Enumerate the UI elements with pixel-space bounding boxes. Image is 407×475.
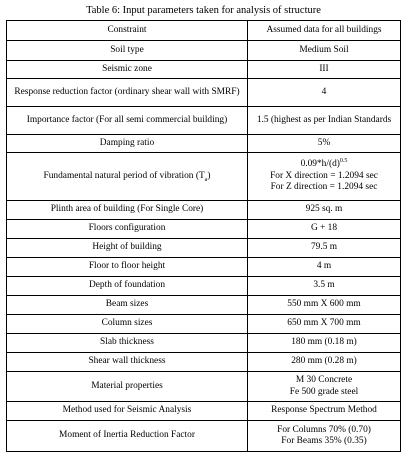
row-label: Column sizes — [7, 315, 248, 334]
row-value: 280 mm (0.28 m) — [248, 353, 401, 372]
row-label: Seismic zone — [7, 61, 248, 79]
inertia-columns: For Columns 70% (0.70) — [277, 424, 371, 435]
row-label — [7, 153, 248, 201]
table-row — [7, 220, 401, 239]
formula-exponent: 0.5 — [339, 158, 348, 165]
row-label: Height of building — [7, 239, 248, 258]
table-header-row — [7, 21, 401, 41]
row-value — [248, 421, 401, 452]
period-label: Fundamental natural period of vibration (T — [43, 170, 205, 181]
period-z-direction: For Z direction = 1.2094 sec — [270, 182, 378, 193]
row-label: Method used for Seismic Analysis — [7, 402, 248, 421]
period-formula — [251, 159, 397, 171]
row-label: Floor to floor height — [7, 258, 248, 277]
table-row — [7, 239, 401, 258]
row-value: 1.5 (highest as per Indian Standards — [248, 107, 401, 135]
table-row — [7, 107, 401, 135]
table-caption: Table 6: Input parameters taken for analysis of structure — [86, 5, 321, 16]
row-label: Importance factor (For all semi commercial building) — [7, 107, 248, 135]
table-row — [7, 258, 401, 277]
table-row — [7, 41, 401, 61]
table-row — [7, 153, 401, 201]
table-row — [7, 372, 401, 402]
row-label: Response reduction factor (ordinary shear wall with SMRF) — [7, 79, 248, 107]
table-row — [7, 421, 401, 452]
period-x-direction: For X direction = 1.2094 sec — [270, 170, 378, 181]
row-value: 180 mm (0.18 m) — [248, 334, 401, 353]
material-steel: Fe 500 grade steel — [289, 386, 359, 397]
header-assumed-data: Assumed data for all buildings — [248, 21, 401, 41]
row-value: 5% — [248, 135, 401, 153]
row-label: Slab thickness — [7, 334, 248, 353]
row-value: G + 18 — [248, 220, 401, 239]
table-row — [7, 135, 401, 153]
table-row — [7, 61, 401, 79]
table-row — [7, 402, 401, 421]
table-row — [7, 334, 401, 353]
inertia-beams: For Beams 35% (0.35) — [281, 436, 367, 446]
period-label-close: ) — [207, 170, 211, 181]
header-constraint: Constraint — [7, 21, 248, 41]
table-row — [7, 79, 401, 107]
row-label: Beam sizes — [7, 296, 248, 315]
table-row — [7, 277, 401, 296]
row-value: Response Spectrum Method — [248, 402, 401, 421]
row-value — [248, 153, 401, 201]
row-label: Material properties — [7, 372, 248, 402]
row-label: Soil type — [7, 41, 248, 61]
row-value: 650 mm X 700 mm — [248, 315, 401, 334]
row-label: Moment of Inertia Reduction Factor — [7, 421, 248, 452]
period-subscript: a — [204, 176, 208, 183]
row-value: 550 mm X 600 mm — [248, 296, 401, 315]
row-value: 3.5 m — [248, 277, 401, 296]
row-label: Plinth area of building (For Single Core) — [7, 201, 248, 220]
row-value: 4 — [248, 79, 401, 107]
input-parameters-table — [6, 20, 401, 452]
row-value — [248, 372, 401, 402]
row-label: Floors configuration — [7, 220, 248, 239]
table-row — [7, 315, 401, 334]
material-concrete: M 30 Concrete — [295, 375, 353, 385]
table-row — [7, 353, 401, 372]
row-label: Shear wall thickness — [7, 353, 248, 372]
row-label: Depth of foundation — [7, 277, 248, 296]
table-row — [7, 201, 401, 220]
row-value: 4 m — [248, 258, 401, 277]
row-value: III — [248, 61, 401, 79]
row-value: Medium Soil — [248, 41, 401, 61]
row-value: 925 sq. m — [248, 201, 401, 220]
row-value: 79.5 m — [248, 239, 401, 258]
formula-main: 0.09*h/(d) — [300, 159, 340, 170]
table-row — [7, 296, 401, 315]
row-label: Damping ratio — [7, 135, 248, 153]
